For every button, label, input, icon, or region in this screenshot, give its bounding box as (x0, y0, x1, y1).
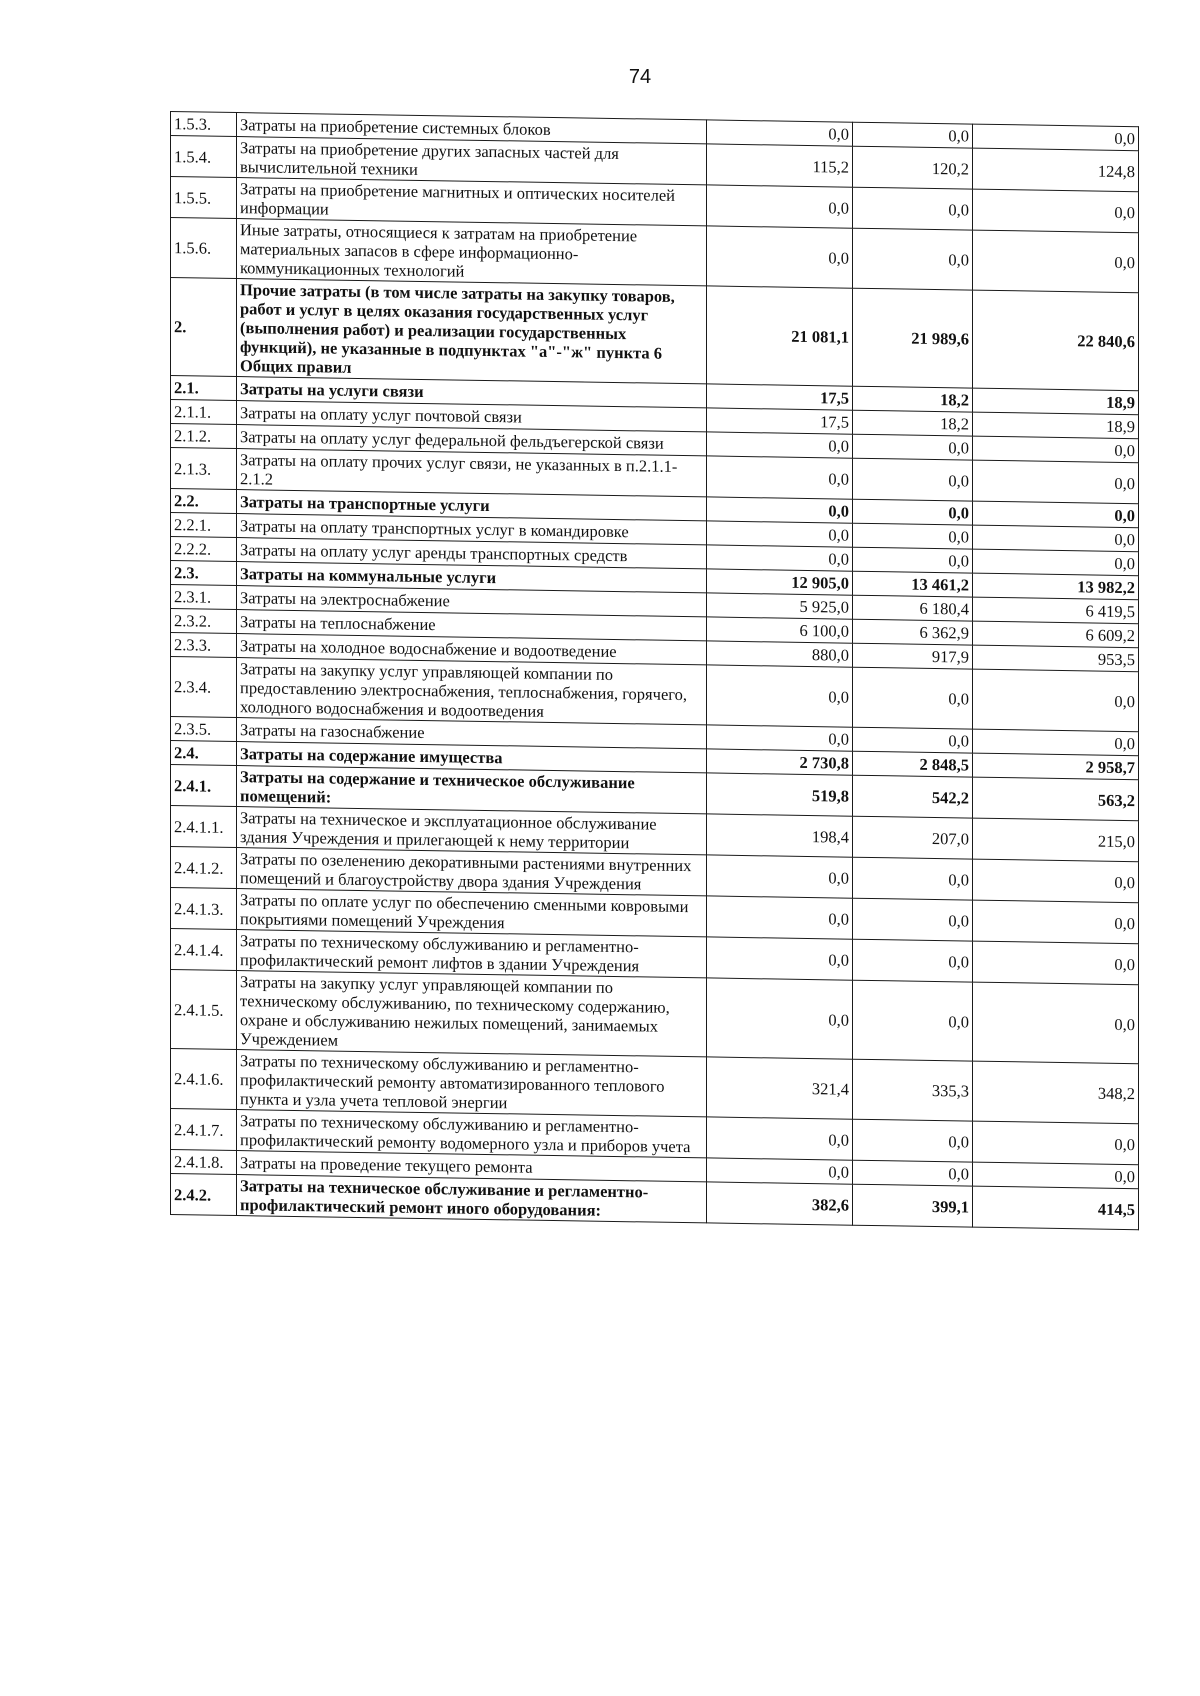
row-value-2-cell: 18,2 (853, 410, 973, 436)
row-value-3-cell: 0,0 (973, 729, 1139, 756)
row-value-3-cell: 215,0 (973, 818, 1139, 862)
row-value-2-cell: 0,0 (853, 667, 973, 729)
row-code-cell: 2.4.1.8. (171, 1150, 237, 1175)
row-name-cell: Затраты на оплату прочих услуг связи, не указанных в п.2.1.1-2.1.2 (237, 449, 707, 497)
row-code-cell: 1.5.4. (171, 136, 237, 178)
row-code-cell: 2.3.4. (171, 657, 237, 718)
row-name-cell: Затраты на оплату транспортных услуг в командировке (237, 514, 707, 545)
row-value-3-cell: 414,5 (973, 1186, 1139, 1230)
row-code-cell: 1.5.3. (171, 112, 237, 137)
row-name-cell: Затраты на транспортные услуги (237, 490, 707, 521)
row-value-1-cell: 0,0 (707, 855, 853, 898)
row-value-2-cell: 0,0 (853, 980, 973, 1061)
cost-table-body (171, 112, 1139, 1230)
row-value-1-cell: 0,0 (707, 978, 853, 1059)
row-name-cell: Затраты на коммунальные услуги (237, 562, 707, 593)
row-name-cell: Затраты на содержание и техническое обслуживание помещений: (237, 766, 707, 814)
row-name-cell: Затраты по озеленению декоративными растениями внутренних помещений и благоустройству двора здания Учреждения (237, 848, 707, 896)
row-value-1-cell: 0,0 (707, 497, 853, 523)
row-value-3-cell: 6 609,2 (973, 621, 1139, 648)
row-value-3-cell: 348,2 (973, 1061, 1139, 1124)
row-name-cell: Затраты по оплате услуг по обеспечению сменными ковровыми покрытиями помещений Учреждения (237, 889, 707, 937)
row-value-2-cell: 6 180,4 (853, 595, 973, 621)
row-value-2-cell: 0,0 (853, 1160, 973, 1186)
row-code-cell: 2.4.1. (171, 765, 237, 807)
row-value-2-cell: 0,0 (853, 547, 973, 573)
row-value-1-cell: 0,0 (707, 545, 853, 571)
row-value-1-cell: 0,0 (707, 185, 853, 228)
row-value-3-cell: 18,9 (973, 412, 1139, 439)
row-value-3-cell: 0,0 (973, 900, 1139, 944)
row-value-1-cell: 6 100,0 (707, 617, 853, 643)
row-value-2-cell: 2 848,5 (853, 751, 973, 777)
row-name-cell: Затраты на проведение текущего ремонта (237, 1151, 707, 1182)
row-value-2-cell: 0,0 (853, 187, 973, 230)
row-value-3-cell: 6 419,5 (973, 597, 1139, 624)
row-name-cell: Затраты на оплату услуг аренды транспортных средств (237, 538, 707, 569)
row-code-cell: 1.5.6. (171, 218, 237, 279)
row-code-cell: 2.4.1.1. (171, 806, 237, 848)
row-value-3-cell: 0,0 (973, 669, 1139, 732)
row-value-1-cell: 17,5 (707, 408, 853, 434)
row-value-1-cell: 17,5 (707, 384, 853, 410)
row-code-cell: 2.3.1. (171, 585, 237, 610)
row-name-cell: Затраты на оплату услуг почтовой связи (237, 401, 707, 432)
row-value-1-cell: 0,0 (707, 456, 853, 499)
row-value-2-cell: 0,0 (853, 434, 973, 460)
row-code-cell: 2.1.2. (171, 424, 237, 449)
row-value-3-cell: 0,0 (973, 525, 1139, 552)
row-code-cell: 2.4.2. (171, 1174, 237, 1216)
row-value-3-cell: 0,0 (973, 189, 1139, 233)
row-value-3-cell: 0,0 (973, 436, 1139, 463)
row-name-cell: Затраты на закупку услуг управляющей компании по техническому обслуживанию, по техническому содержанию, охране и обслуживанию нежилых помещений, занимаемых Учреждением (237, 971, 707, 1057)
row-code-cell: 2.4.1.6. (171, 1049, 237, 1110)
row-value-1-cell: 2 730,8 (707, 749, 853, 775)
row-value-2-cell: 0,0 (853, 939, 973, 982)
table-row (171, 278, 1139, 391)
row-name-cell: Затраты на холодное водоснабжение и водоотведение (237, 634, 707, 665)
row-value-3-cell: 0,0 (973, 460, 1139, 504)
row-value-2-cell: 0,0 (853, 727, 973, 753)
row-value-1-cell: 0,0 (707, 432, 853, 458)
row-value-2-cell: 399,1 (853, 1184, 973, 1227)
row-value-2-cell: 18,2 (853, 386, 973, 412)
row-name-cell: Затраты на содержание имущества (237, 742, 707, 773)
row-code-cell: 2.4. (171, 741, 237, 766)
row-name-cell: Иные затраты, относящиеся к затратам на приобретение материальных запасов в сфере информационно-коммуникационных технологий (237, 219, 707, 286)
row-value-2-cell: 0,0 (853, 122, 973, 148)
row-code-cell: 2.3.5. (171, 717, 237, 742)
row-value-1-cell: 0,0 (707, 896, 853, 939)
row-value-3-cell: 13 982,2 (973, 573, 1139, 600)
row-value-3-cell: 0,0 (973, 549, 1139, 576)
row-name-cell: Затраты на теплоснабжение (237, 610, 707, 641)
row-value-1-cell: 0,0 (707, 1117, 853, 1160)
row-code-cell: 2.4.1.2. (171, 847, 237, 889)
row-value-2-cell: 0,0 (853, 1119, 973, 1162)
row-value-3-cell: 0,0 (973, 501, 1139, 528)
page-number: 74 (628, 66, 652, 88)
row-code-cell: 2.3.3. (171, 633, 237, 658)
row-value-2-cell: 0,0 (853, 228, 973, 290)
row-name-cell: Затраты на техническое обслуживание и регламентно-профилактический ремонт иного оборудования: (237, 1175, 707, 1223)
row-value-2-cell: 21 989,6 (853, 288, 973, 388)
row-value-1-cell: 0,0 (707, 1158, 853, 1184)
row-value-1-cell: 198,4 (707, 814, 853, 857)
row-code-cell: 2.4.1.3. (171, 888, 237, 930)
row-value-2-cell: 6 362,9 (853, 619, 973, 645)
row-code-cell: 1.5.5. (171, 177, 237, 219)
row-value-2-cell: 120,2 (853, 146, 973, 189)
row-value-1-cell: 115,2 (707, 144, 853, 187)
row-value-3-cell: 22 840,6 (973, 290, 1139, 391)
row-code-cell: 2.1. (171, 376, 237, 401)
row-name-cell: Затраты на услуги связи (237, 377, 707, 408)
row-code-cell: 2.4.1.4. (171, 929, 237, 971)
row-value-3-cell: 0,0 (973, 941, 1139, 985)
row-value-2-cell: 542,2 (853, 775, 973, 818)
row-value-3-cell: 2 958,7 (973, 753, 1139, 780)
row-code-cell: 2.2.2. (171, 537, 237, 562)
row-value-1-cell: 0,0 (707, 725, 853, 751)
row-name-cell: Прочие затраты (в том числе затраты на закупку товаров, работ и услуг в целях оказания государственных услуг (выполнения работ) и реализации государственных функций), не указанные в подпунктах "а"-"ж" пункта 6 Общих правил (237, 279, 707, 384)
row-value-3-cell: 18,9 (973, 388, 1139, 415)
row-value-2-cell: 0,0 (853, 499, 973, 525)
row-value-2-cell: 335,3 (853, 1059, 973, 1121)
row-name-cell: Затраты на закупку услуг управляющей компании по предоставлению электроснабжения, теплоснабжения, горячего, холодного водоснабжения и водоотведения (237, 658, 707, 725)
row-value-1-cell: 519,8 (707, 773, 853, 816)
row-code-cell: 2.1.1. (171, 400, 237, 425)
row-name-cell: Затраты на газоснабжение (237, 718, 707, 749)
row-value-3-cell: 563,2 (973, 777, 1139, 821)
row-name-cell: Затраты по техническому обслуживанию и регламентно-профилактический ремонт лифтов в здании Учреждения (237, 930, 707, 978)
row-value-3-cell: 124,8 (973, 148, 1139, 192)
row-code-cell: 2.3. (171, 561, 237, 586)
row-value-2-cell: 0,0 (853, 898, 973, 941)
row-value-1-cell: 12 905,0 (707, 569, 853, 595)
row-name-cell: Затраты на приобретение других запасных частей для вычислительной техники (237, 137, 707, 185)
row-value-2-cell: 0,0 (853, 523, 973, 549)
row-value-3-cell: 0,0 (973, 859, 1139, 903)
row-name-cell: Затраты по техническому обслуживанию и регламентно-профилактический ремонту водомерного узла и приборов учета (237, 1110, 707, 1158)
row-value-2-cell: 0,0 (853, 458, 973, 501)
table-row (171, 970, 1139, 1064)
row-value-1-cell: 0,0 (707, 521, 853, 547)
row-value-2-cell: 0,0 (853, 857, 973, 900)
row-value-2-cell: 13 461,2 (853, 571, 973, 597)
row-name-cell: Затраты на приобретение магнитных и оптических носителей информации (237, 178, 707, 226)
row-value-1-cell: 5 925,0 (707, 593, 853, 619)
row-value-1-cell: 0,0 (707, 120, 853, 146)
row-name-cell: Затраты на техническое и эксплуатационное обслуживание здания Учреждения и прилегающей к нему территории (237, 807, 707, 855)
row-value-1-cell: 21 081,1 (707, 286, 853, 386)
row-code-cell: 2.2. (171, 489, 237, 514)
cost-table (170, 111, 1139, 1230)
row-value-2-cell: 917,9 (853, 643, 973, 669)
row-code-cell: 2.2.1. (171, 513, 237, 538)
row-value-1-cell: 0,0 (707, 665, 853, 727)
row-value-3-cell: 0,0 (973, 982, 1139, 1064)
row-value-3-cell: 953,5 (973, 645, 1139, 672)
row-code-cell: 2.4.1.7. (171, 1109, 237, 1151)
row-value-1-cell: 321,4 (707, 1057, 853, 1119)
row-value-1-cell: 0,0 (707, 226, 853, 288)
row-code-cell: 2.1.3. (171, 448, 237, 490)
row-name-cell: Затраты на приобретение системных блоков (237, 113, 707, 144)
row-value-2-cell: 207,0 (853, 816, 973, 859)
row-code-cell: 2.3.2. (171, 609, 237, 634)
row-name-cell: Затраты на оплату услуг федеральной фельдъегерской связи (237, 425, 707, 456)
row-value-3-cell: 0,0 (973, 230, 1139, 293)
row-code-cell: 2.4.1.5. (171, 970, 237, 1050)
row-value-1-cell: 0,0 (707, 937, 853, 980)
row-name-cell: Затраты на электроснабжение (237, 586, 707, 617)
row-value-3-cell: 0,0 (973, 1162, 1139, 1189)
row-value-1-cell: 880,0 (707, 641, 853, 667)
row-value-1-cell: 382,6 (707, 1182, 853, 1225)
row-code-cell: 2. (171, 278, 237, 377)
row-name-cell: Затраты по техническому обслуживанию и регламентно-профилактический ремонту автоматизированного теплового пункта и узла учета тепловой энергии (237, 1050, 707, 1117)
row-value-3-cell: 0,0 (973, 1121, 1139, 1165)
cost-table-container (170, 111, 1138, 1230)
row-value-3-cell: 0,0 (973, 124, 1139, 151)
